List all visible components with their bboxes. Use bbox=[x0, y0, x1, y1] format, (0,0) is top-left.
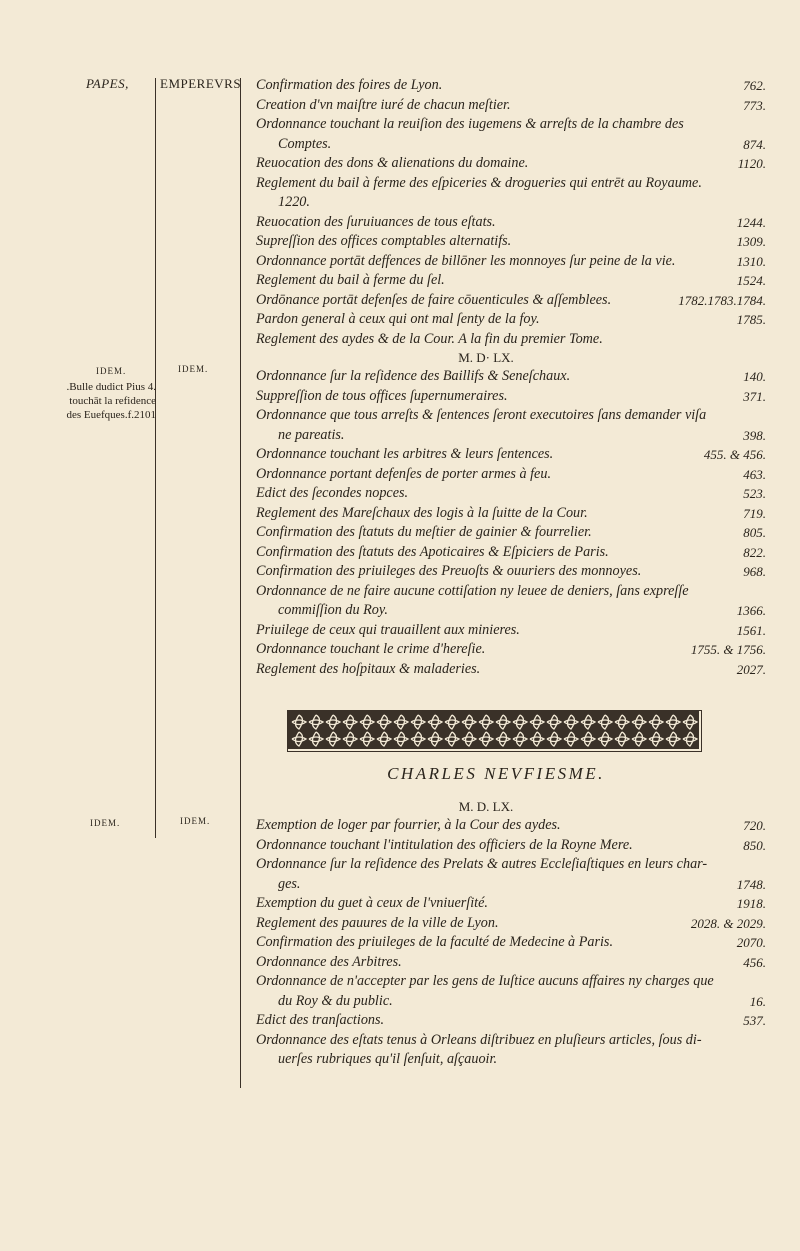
entry-title: Ordonnance ſur la reſidence des Baillifs & Seneſchaux. bbox=[256, 368, 571, 384]
entry-title: Ordonnance touchant la reuiſion des iugemens & arreſts de la chambre des bbox=[256, 116, 684, 132]
entry-page-ref: 523. bbox=[743, 486, 766, 501]
index-entry bbox=[256, 816, 766, 836]
index-entry bbox=[256, 621, 766, 641]
entry-title: Reglement du bail à ferme du ſel. bbox=[256, 272, 445, 288]
index-entry bbox=[256, 914, 766, 934]
entry-title: Creation d'vn maiſtre iuré de chacun meſtier. bbox=[256, 96, 511, 113]
index-entry bbox=[256, 96, 766, 116]
entry-page-ref: 2028. & 2029. bbox=[690, 915, 766, 931]
entry-title: Ordonnance que tous arreſts & ſentences ſeront executoires ſans demander viſa bbox=[256, 407, 707, 423]
index-entry bbox=[256, 252, 766, 272]
index-entry bbox=[256, 232, 766, 252]
entry-page-ref: 805. bbox=[743, 525, 766, 540]
entry-page-ref: 1244. bbox=[736, 214, 766, 230]
entry-title: Reuocation des dons & alienations du domaine. bbox=[256, 155, 529, 171]
entry-page-ref: 371. bbox=[743, 388, 766, 404]
year-heading-1: M. D· LX. bbox=[458, 350, 514, 365]
index-entry bbox=[256, 855, 766, 894]
entry-title: Ordonnance ſur la reſidence des Prelats & autres Eccleſiaſtiques en leurs char- bbox=[256, 856, 708, 872]
index-entry bbox=[256, 972, 766, 1011]
section-heading: CHARLES NEVFIESME. bbox=[387, 764, 605, 783]
entry-page-ref: 1785. bbox=[736, 312, 766, 327]
index-entry bbox=[256, 291, 766, 311]
index-entry bbox=[256, 836, 766, 856]
entry-page-ref: 720. bbox=[743, 818, 766, 833]
entry-title: Reglement du bail à ferme des eſpiceries & drogueries qui entrēt au Royaume. bbox=[256, 174, 702, 191]
entry-page-ref: 140. bbox=[743, 369, 766, 384]
entry-page-ref: 822. bbox=[743, 544, 766, 560]
column-rule-right bbox=[240, 78, 241, 1088]
margin-idem-papes-2: IDEM. bbox=[90, 818, 121, 828]
index-entry bbox=[256, 271, 766, 291]
entry-title-continuation: du Roy & du public. bbox=[278, 992, 393, 1009]
entry-page-ref: 762. bbox=[743, 78, 766, 93]
entry-page-ref: 1310. bbox=[736, 253, 766, 269]
index-entry bbox=[256, 445, 766, 465]
index-entry bbox=[256, 154, 766, 174]
entry-page-ref: 1524. bbox=[736, 273, 766, 288]
entry-title: Reglement des pauures de la ville de Lyon. bbox=[256, 914, 499, 931]
index-entry bbox=[256, 465, 766, 485]
entry-page-ref: 1561. bbox=[736, 622, 766, 638]
margin-idem-empereurs-2: IDEM. bbox=[180, 816, 211, 826]
entry-title: Edict des ſecondes nopces. bbox=[256, 485, 409, 501]
column-rule-left bbox=[155, 78, 156, 838]
entry-title: Confirmation des foires de Lyon. bbox=[256, 77, 443, 93]
margin-note-bulle: .Bulle dudict Pius 4. touchāt la refidence des Euefques.f.2101 bbox=[66, 381, 156, 421]
entry-title: Reuocation des ſuruiuances de tous eſtats. bbox=[256, 213, 496, 230]
entry-page-ref: 2027. bbox=[736, 661, 766, 677]
entry-page-ref: 1748. bbox=[736, 876, 766, 892]
entry-page-ref: 455. & 456. bbox=[703, 447, 766, 462]
entry-title-continuation: 1220. bbox=[278, 194, 310, 210]
column-header-empereurs: EMPEREVRS bbox=[160, 76, 242, 91]
entry-page-ref: 874. bbox=[743, 136, 766, 152]
index-entry bbox=[256, 484, 766, 504]
entry-title-continuation: uerſes rubriques qu'il ſenſuit, aſçauoir. bbox=[278, 1051, 497, 1067]
entry-title: Confirmation des priuileges des Preuoſts & ouuriers des monnoyes. bbox=[256, 563, 642, 579]
entry-title: Reglement des Mareſchaux des logis à la ſuitte de la Cour. bbox=[256, 504, 588, 521]
index-entry bbox=[256, 310, 766, 330]
entry-title-continuation: ges. bbox=[278, 875, 301, 892]
entry-title: Confirmation des ſtatuts des Apoticaires & Eſpiciers de Paris. bbox=[256, 543, 609, 560]
entry-title: Pardon general à ceux qui ont mal ſenty de la foy. bbox=[256, 311, 540, 327]
index-entry bbox=[256, 504, 766, 524]
index-entry bbox=[256, 894, 766, 914]
index-entry bbox=[256, 213, 766, 233]
entry-page-ref: 1755. & 1756. bbox=[690, 642, 766, 657]
entry-title: Ordonnance de n'accepter par les gens de Iuſtice aucuns affaires ny charges que bbox=[256, 973, 714, 989]
entry-page-ref: 2070. bbox=[736, 935, 766, 950]
entry-title: Ordonnance de ne faire aucune cottiſation ny leuee de deniers, ſans expreſſe bbox=[256, 582, 689, 599]
entry-title: Suppreſſion de tous offices ſupernumeraires. bbox=[256, 387, 508, 404]
entry-title: Ordonnance touchant les arbitres & leurs ſentences. bbox=[256, 446, 554, 462]
entry-page-ref: 968. bbox=[743, 564, 766, 579]
index-entry bbox=[256, 1011, 766, 1031]
index-entry bbox=[256, 953, 766, 973]
entry-page-ref: 456. bbox=[743, 954, 766, 970]
index-entry bbox=[256, 543, 766, 563]
entry-page-ref: 1918. bbox=[736, 896, 766, 911]
index-entry bbox=[256, 640, 766, 660]
entry-page-ref: 537. bbox=[743, 1013, 766, 1028]
index-entry bbox=[256, 582, 766, 621]
index-entry bbox=[256, 367, 766, 387]
index-entry bbox=[256, 387, 766, 407]
entry-title: Ordōnance portāt defenſes de faire cōuenticules & aſſemblees. bbox=[256, 291, 612, 308]
entry-page-ref: 719. bbox=[743, 505, 766, 521]
entry-title: Exemption de loger par fourrier, à la Cour des aydes. bbox=[256, 817, 561, 833]
entry-page-ref: 1782.1783.1784. bbox=[678, 292, 766, 308]
index-entry bbox=[256, 933, 766, 953]
entry-title: Ordonnance des Arbitres. bbox=[256, 953, 402, 970]
entries-section-1 bbox=[256, 76, 766, 679]
index-entry bbox=[256, 1031, 766, 1070]
entry-title: Confirmation des ſtatuts du meſtier de gainier & fourrelier. bbox=[256, 524, 592, 540]
entry-title: Ordonnance portant defenſes de porter armes à feu. bbox=[256, 465, 551, 482]
column-header-papes: PAPES, bbox=[86, 76, 129, 91]
entry-page-ref: 1366. bbox=[736, 603, 766, 618]
index-entry bbox=[256, 76, 766, 96]
entry-page-ref: 1120. bbox=[737, 156, 766, 171]
entry-page-ref: 463. bbox=[743, 466, 766, 482]
entry-title: Supreſſion des offices comptables alternatifs. bbox=[256, 233, 512, 249]
entry-title: Edict des tranſactions. bbox=[256, 1012, 385, 1028]
entry-page-ref: 773. bbox=[743, 97, 766, 113]
entry-title-continuation: Comptes. bbox=[278, 135, 332, 152]
entry-page-ref: 1309. bbox=[736, 234, 766, 249]
margin-idem-empereurs-1: IDEM. bbox=[178, 364, 209, 374]
entry-page-ref: 398. bbox=[743, 427, 766, 443]
entry-title: Confirmation des priuileges de la faculté de Medecine à Paris. bbox=[256, 934, 613, 950]
entry-title: Ordonnance portāt deffences de billōner les monnoyes ſur peine de la vie. bbox=[256, 252, 676, 269]
index-entry bbox=[256, 562, 766, 582]
entry-title: Priuilege de ceux qui trauaillent aux minieres. bbox=[256, 621, 520, 638]
entry-title: Reglement des hoſpitaux & maladeries. bbox=[256, 660, 481, 677]
entry-title: Exemption du guet à ceux de l'vniuerſité. bbox=[256, 895, 488, 911]
margin-idem-papes-1: IDEM. bbox=[96, 366, 127, 376]
entry-page-ref: 16. bbox=[749, 993, 766, 1009]
index-entry bbox=[256, 406, 766, 445]
entry-title: Ordonnance touchant le crime d'hereſie. bbox=[256, 641, 486, 657]
index-entry bbox=[256, 660, 766, 680]
year-heading-2: M. D. LX. bbox=[458, 799, 514, 814]
entry-title: Ordonnance touchant l'intitulation des officiers de la Royne Mere. bbox=[256, 836, 633, 853]
entry-title: Reglement des aydes & de la Cour. A la fin du premier Tome. bbox=[256, 330, 603, 347]
index-entry bbox=[256, 330, 766, 350]
entry-title-continuation: ne pareatis. bbox=[278, 426, 345, 443]
index-entry bbox=[256, 115, 766, 154]
entry-page-ref: 850. bbox=[743, 837, 766, 853]
index-entry bbox=[256, 174, 766, 213]
entry-title: Ordonnance des eſtats tenus à Orleans diſtribuez en pluſieurs articles, ſous di- bbox=[256, 1031, 702, 1048]
decorative-ornament-band bbox=[287, 710, 702, 752]
entries-section-3 bbox=[256, 798, 766, 1070]
entry-title-continuation: commiſſion du Roy. bbox=[278, 602, 388, 618]
index-entry bbox=[256, 523, 766, 543]
